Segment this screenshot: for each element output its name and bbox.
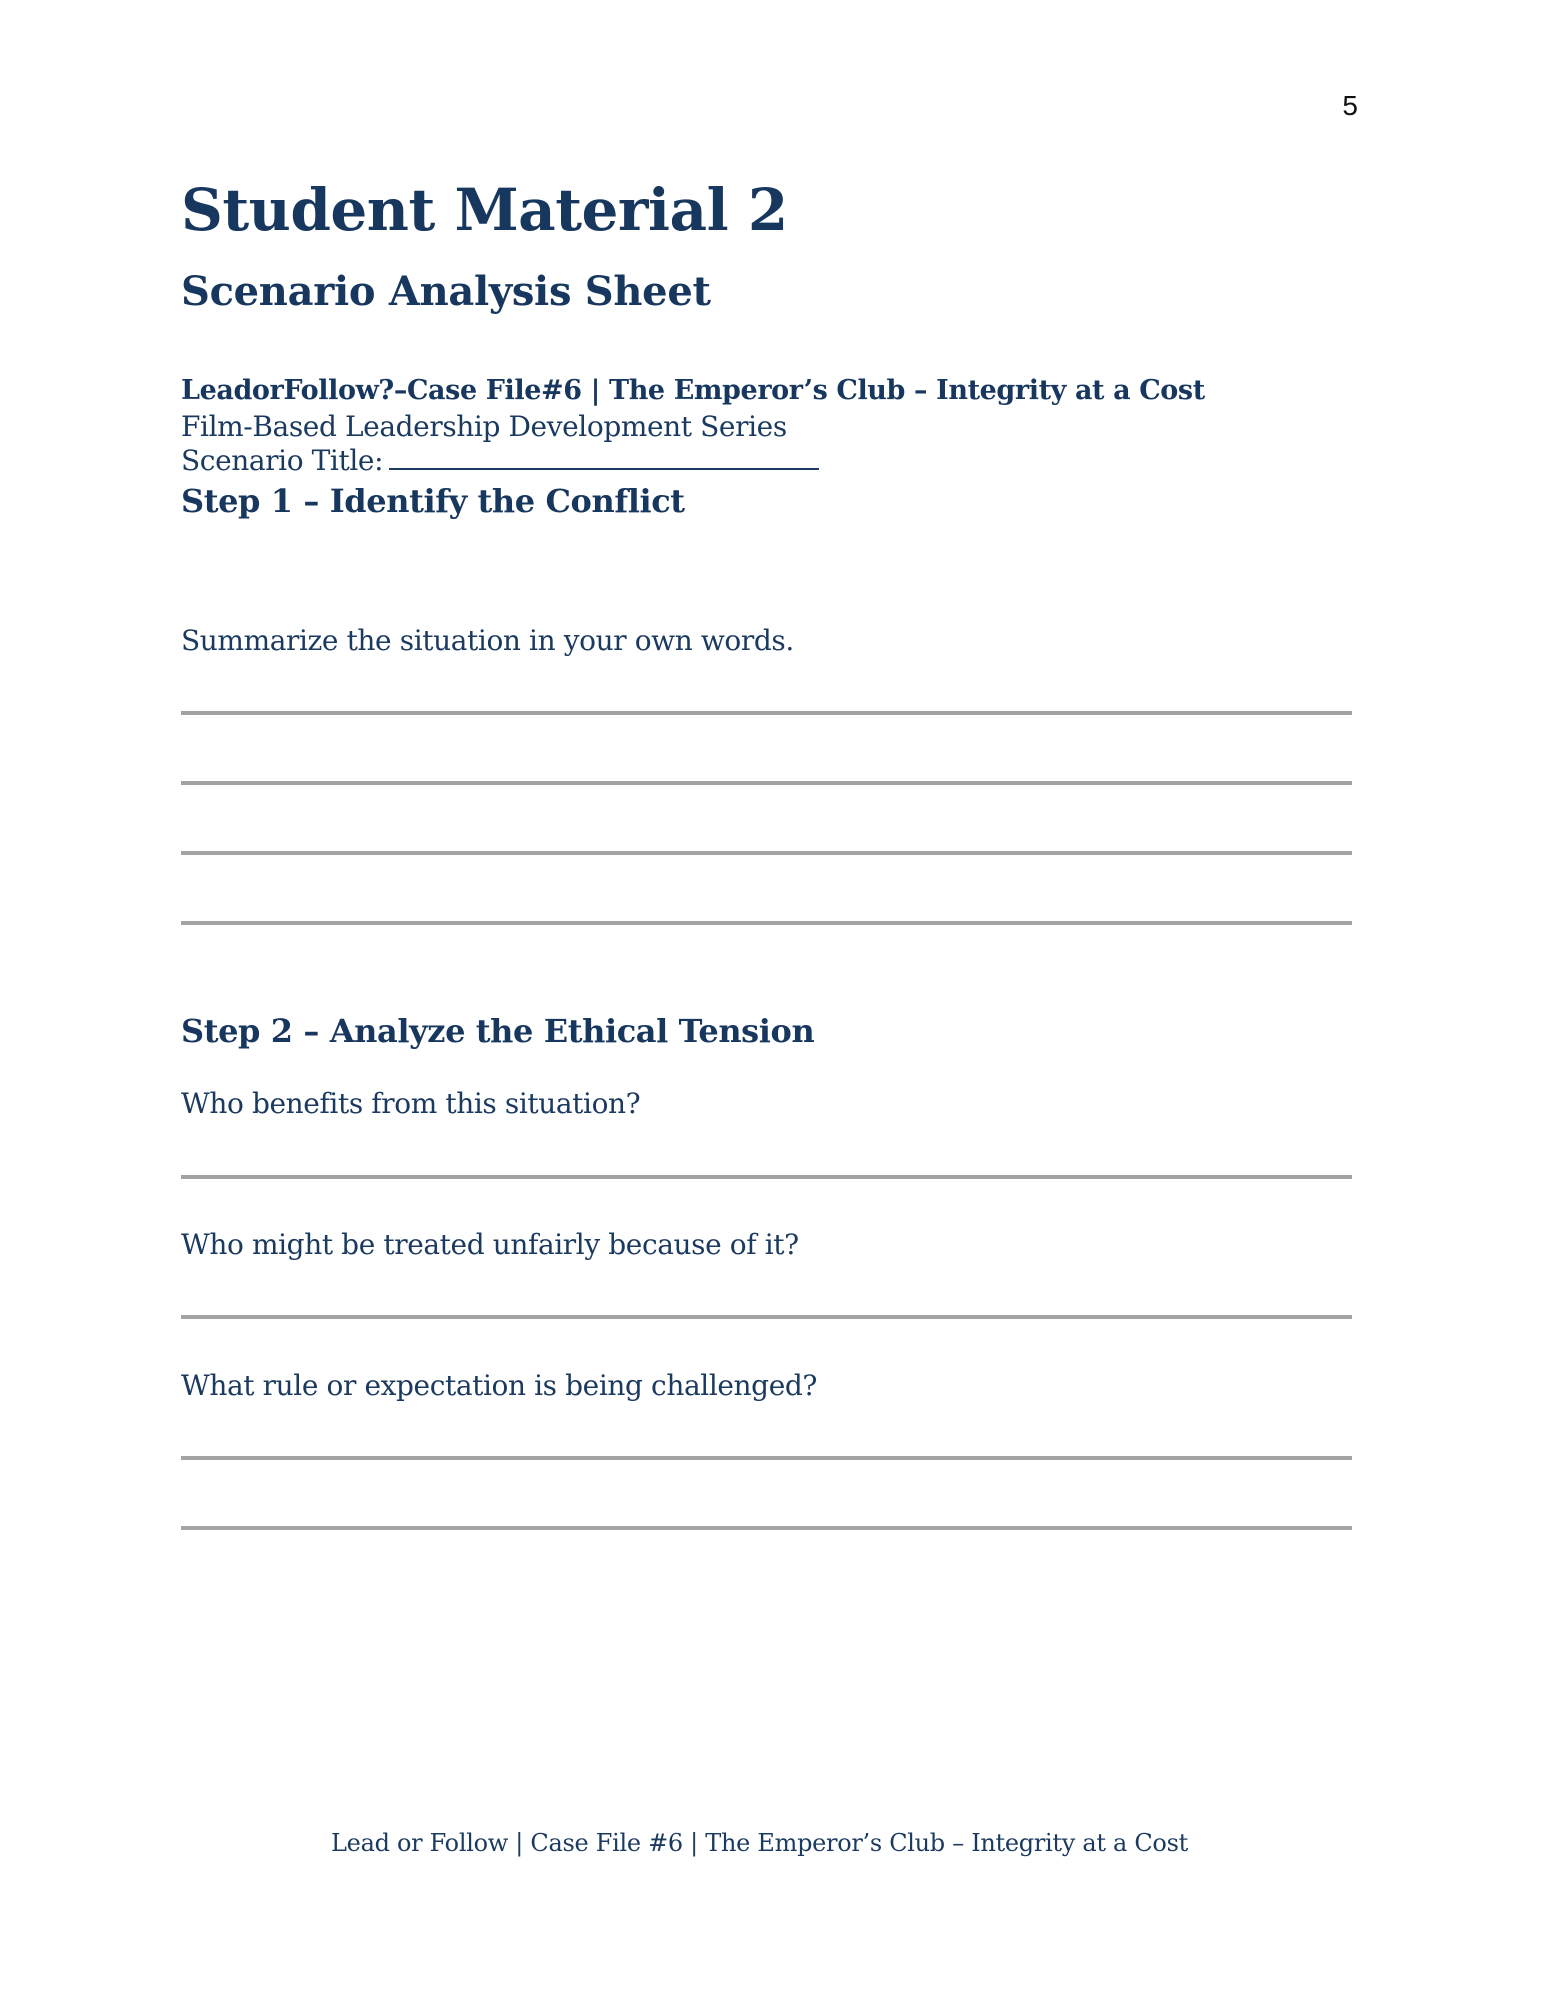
answer-line[interactable] bbox=[181, 1526, 1352, 1530]
answer-line[interactable] bbox=[181, 1315, 1352, 1319]
question-rule: What rule or expectation is being challenged? bbox=[181, 1369, 818, 1402]
question-unfair: Who might be treated unfairly because of it? bbox=[181, 1228, 799, 1261]
step1-prompt: Summarize the situation in your own words. bbox=[181, 624, 794, 657]
page-subtitle: Scenario Analysis Sheet bbox=[181, 268, 711, 315]
answer-line[interactable] bbox=[181, 1175, 1352, 1179]
page-number: 5 bbox=[1342, 90, 1358, 121]
scenario-title-label: Scenario Title: bbox=[181, 444, 384, 477]
answer-line[interactable] bbox=[181, 711, 1352, 715]
step1-heading: Step 1 – Identify the Conflict bbox=[181, 482, 685, 520]
answer-line[interactable] bbox=[181, 851, 1352, 855]
page-title: Student Material 2 bbox=[181, 176, 788, 244]
case-file-heading: LeadorFollow?–Case File#6 | The Emperor’s Club – Integrity at a Cost bbox=[181, 375, 1205, 406]
series-line: Film-Based Leadership Development Series bbox=[181, 410, 787, 443]
scenario-title-blank[interactable] bbox=[389, 444, 819, 470]
scenario-title-row bbox=[181, 444, 819, 477]
answer-line[interactable] bbox=[181, 921, 1352, 925]
step2-heading: Step 2 – Analyze the Ethical Tension bbox=[181, 1012, 815, 1050]
answer-line[interactable] bbox=[181, 1456, 1352, 1460]
question-benefits: Who benefits from this situation? bbox=[181, 1087, 641, 1120]
page-footer: Lead or Follow | Case File #6 | The Emperor’s Club – Integrity at a Cost bbox=[331, 1829, 1188, 1857]
answer-line[interactable] bbox=[181, 781, 1352, 785]
